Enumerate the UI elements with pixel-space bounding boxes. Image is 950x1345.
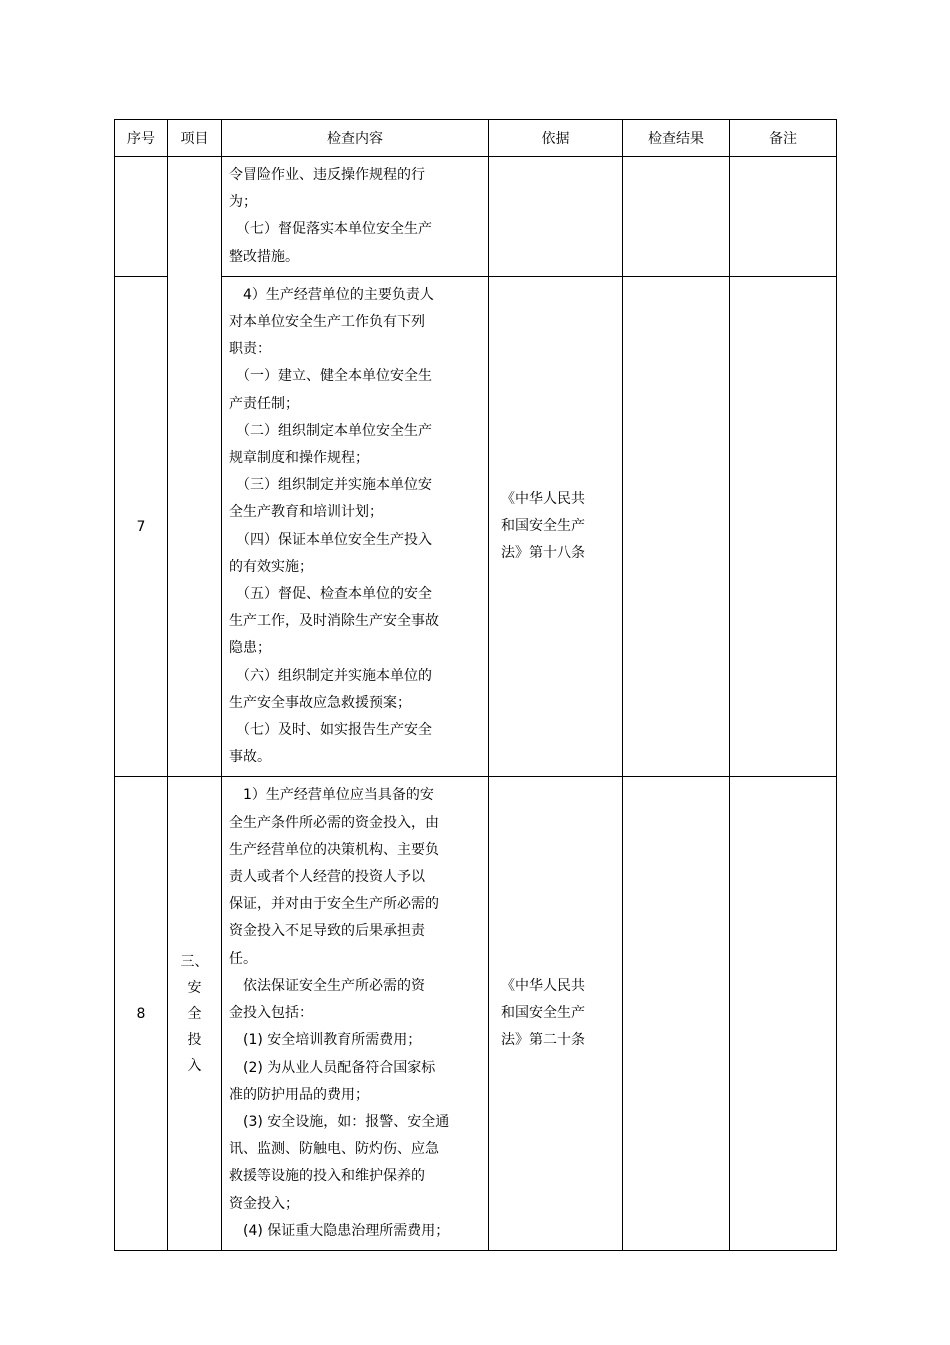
- content-line: 的有效实施；: [229, 558, 313, 575]
- content-line: 资金投入不足导致的后果承担责: [229, 923, 425, 940]
- basis-line: 法》第二十条: [501, 1032, 585, 1049]
- content-line: 生产工作，及时消除生产安全事故: [229, 613, 439, 630]
- content-line: 隐患；: [229, 640, 271, 657]
- basis-line: 和国安全生产: [501, 518, 585, 535]
- content-line: （五）督促、检查本单位的安全: [229, 586, 432, 603]
- header-serial: 序号: [115, 120, 168, 157]
- project-char: 全: [187, 1005, 202, 1022]
- basis-line: 《中华人民共: [501, 977, 585, 994]
- content-line: 4）生产经营单位的主要负责人: [229, 286, 434, 303]
- content-line: （三）组织制定并实施本单位安: [229, 477, 432, 494]
- row-remark: [730, 157, 837, 277]
- header-remark: 备注: [730, 120, 837, 157]
- row-project: [168, 777, 222, 1250]
- row-result: [623, 777, 730, 1250]
- row-basis: [489, 276, 623, 777]
- content-line: 依法保证安全生产所必需的资: [229, 977, 425, 994]
- header-result: 检查结果: [623, 120, 730, 157]
- row-result: [623, 276, 730, 777]
- content-line: 资金投入；: [229, 1195, 299, 1212]
- row-content: [222, 777, 489, 1250]
- content-line: 生产安全事故应急救援预案；: [229, 694, 411, 711]
- content-line: 为；: [229, 194, 257, 211]
- row-content: [222, 276, 489, 777]
- content-line: 责人或者个人经营的投资人予以: [229, 869, 425, 886]
- table-row: [115, 157, 837, 277]
- header-row: [115, 120, 837, 157]
- row-serial: 8: [115, 777, 168, 1250]
- header-basis: 依据: [489, 120, 623, 157]
- content-line: (2) 为从业人员配备符合国家标: [229, 1059, 436, 1076]
- content-line: 1）生产经营单位应当具备的安: [229, 787, 434, 804]
- basis-line: 和国安全生产: [501, 1005, 585, 1022]
- content-line: (1) 安全培训教育所需费用；: [229, 1032, 422, 1049]
- content-line: （六）组织制定并实施本单位的: [229, 667, 432, 684]
- content-line: 整改措施。: [229, 248, 299, 265]
- content-line: 产责任制；: [229, 395, 299, 412]
- table-row: [115, 777, 837, 1250]
- content-line: 令冒险作业、违反操作规程的行: [229, 167, 425, 183]
- inspection-table: [114, 119, 837, 1251]
- content-line: 准的防护用品的费用；: [229, 1086, 369, 1103]
- content-line: 规章制度和操作规程；: [229, 450, 369, 467]
- content-line: (4) 保证重大隐患治理所需费用；: [229, 1222, 450, 1239]
- table-row: [115, 276, 837, 777]
- content-line: 全生产教育和培训计划；: [229, 504, 383, 521]
- content-line: （七）督促落实本单位安全生产: [229, 221, 432, 238]
- content-line: 生产经营单位的决策机构、主要负: [229, 841, 439, 858]
- row-serial: 7: [115, 276, 168, 777]
- row-serial: [115, 157, 168, 277]
- row-basis: [489, 777, 623, 1250]
- content-line: 救援等设施的投入和维护保养的: [229, 1168, 425, 1185]
- content-line: （二）组织制定本单位安全生产: [229, 422, 432, 439]
- project-char: 三、: [180, 953, 209, 970]
- content-line: 金投入包括：: [229, 1005, 313, 1022]
- content-line: 全生产条件所必需的资金投入，由: [229, 814, 439, 831]
- basis-line: 法》第十八条: [501, 545, 585, 562]
- content-line: 职责：: [229, 341, 271, 358]
- content-line: （四）保证本单位安全生产投入: [229, 531, 432, 548]
- content-line: 任。: [229, 950, 257, 967]
- project-char: 投: [187, 1031, 202, 1048]
- header-project: 项目: [168, 120, 222, 157]
- row-project-empty: [168, 157, 222, 777]
- content-line: 对本单位安全生产工作负有下列: [229, 314, 425, 331]
- row-remark: [730, 276, 837, 777]
- header-content: 检查内容: [222, 120, 489, 157]
- project-char: 入: [187, 1057, 202, 1074]
- content-line: (3) 安全设施，如：报警、安全通: [229, 1113, 450, 1130]
- basis-line: 《中华人民共: [501, 490, 585, 507]
- project-char: 安: [187, 979, 202, 996]
- content-line: 保证，并对由于安全生产所必需的: [229, 896, 439, 913]
- row-result: [623, 157, 730, 277]
- content-line: 事故。: [229, 749, 271, 766]
- row-basis: [489, 157, 623, 277]
- row-content: [222, 157, 489, 277]
- content-line: 讯、监测、防触电、防灼伤、应急: [229, 1141, 439, 1158]
- content-line: （一）建立、健全本单位安全生: [229, 368, 432, 385]
- content-line: （七）及时、如实报告生产安全: [229, 722, 432, 739]
- row-remark: [730, 777, 837, 1250]
